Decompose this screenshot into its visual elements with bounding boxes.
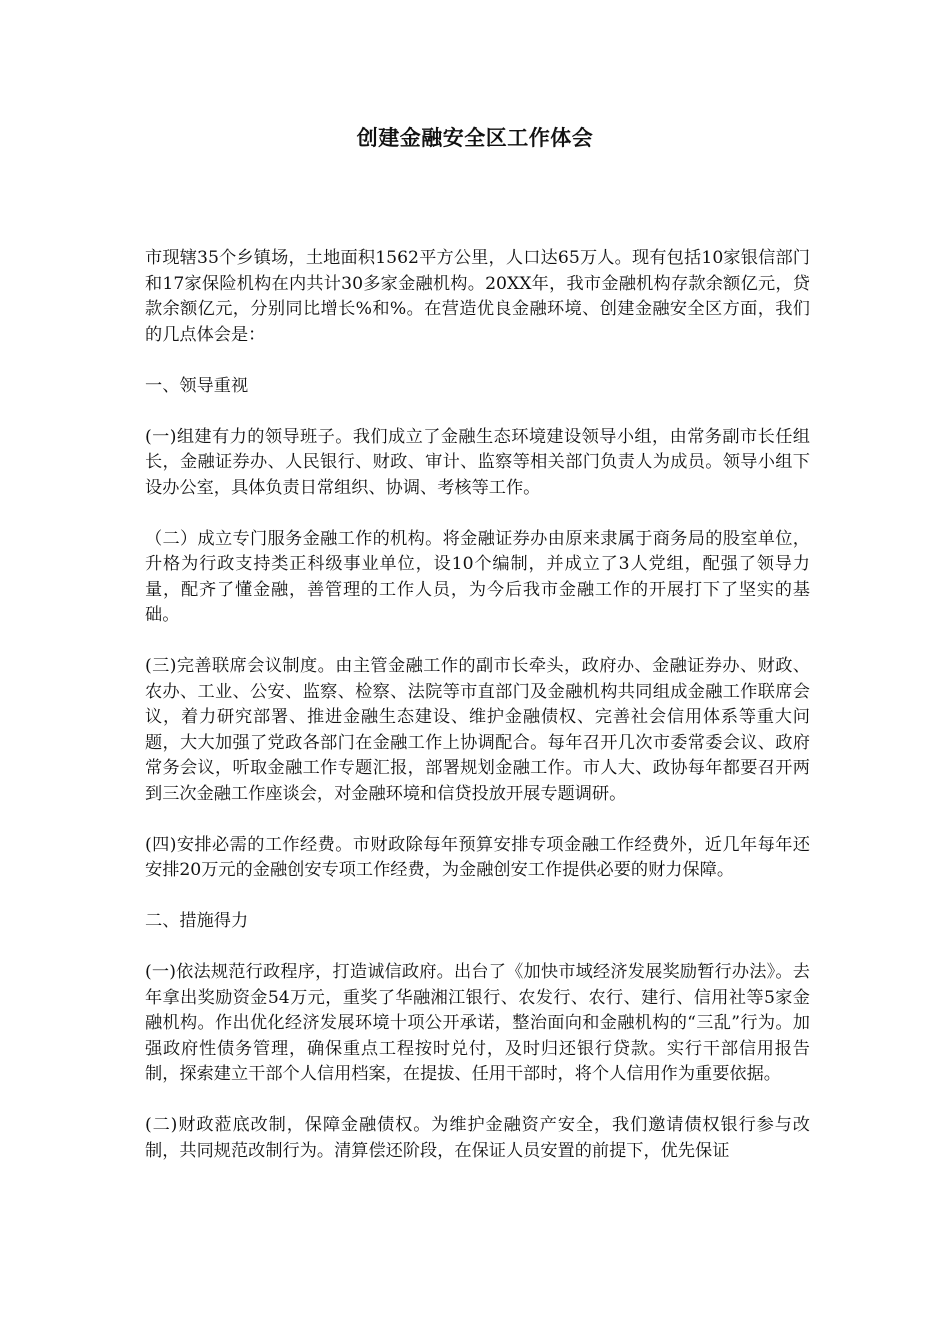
paragraph-financial-rights: (二)财政蒞底改制，保障金融债权。为维护金融资产安全，我们邀请债权银行参与改制，共同规范改制行为。清算偿还阶段，在保证人员安置的前提下，优先保证 bbox=[145, 1115, 810, 1161]
paragraph-dedicated-agency: （二）成立专门服务金融工作的机构。将金融证券办由原来隶属于商务局的股室单位，升格为行政支持类正科级事业单位，设10个编制，并成立了3人党组，配强了领导力量，配齐了懂金融，善管理的工作人员，为今后我市金融工作的开展打下了坚实的基础。 bbox=[145, 528, 810, 625]
section-heading-measures: 二、措施得力 bbox=[145, 911, 249, 931]
document-body bbox=[145, 246, 810, 1190]
paragraph-credit-government: (一)依法规范行政程序，打造诚信政府。出台了《加快市域经济发展奖励暂行办法》。去年拿出奖励资金54万元，重奖了华融湘江银行、农发行、农行、建行、信用社等5家金融机构。作出优化经济发展环境十项公开承诺，整治面向和金融机构的“三乱”行为。加强政府性债务管理，确保重点工程按时兑付，及时归还银行贷款。实行干部信用报告制，探索建立干部个人信用档案，在提拔、任用干部时，将个人信用作为重要依据。 bbox=[145, 962, 810, 1084]
paragraph-funding: (四)安排必需的工作经费。市财政除每年预算安排专项金融工作经费外，近几年每年还安排20万元的金融创安专项工作经费，为金融创安工作提供必要的财力保障。 bbox=[145, 834, 810, 880]
paragraph-leadership-group: (一)组建有力的领导班子。我们成立了金融生态环境建设领导小组，由常务副市长任组长，金融证券办、人民银行、财政、审计、监察等相关部门负责人为成员。领导小组下设办公室，具体负责日常组织、协调、考核等工作。 bbox=[145, 426, 810, 498]
intro-paragraph: 市现辖35个乡镇场，土地面积1562平方公里，人口达65万人。现有包括10家银信部门和17家保险机构在内共计30多家金融机构。20XX年，我市金融机构存款余额亿元，贷款余额亿元，分别同比增长%和%。在营造优良金融环境、创建金融安全区方面，我们的几点体会是： bbox=[145, 248, 810, 345]
section-heading-leadership: 一、领导重视 bbox=[145, 375, 249, 396]
document-title: 创建金融安全区工作体会 bbox=[356, 125, 594, 150]
paragraph-joint-meeting: (三)完善联席会议制度。由主管金融工作的副市长牵头，政府办、金融证券办、财政、农办、工业、公安、监察、检察、法院等市直部门及金融机构共同组成金融工作联席会议，着力研究部署、推进金融生态建设、维护金融债权、完善社会信用体系等重大问题，大大加强了党政各部门在金融工作上协调配合。每年召开几次市委常委会议、政府常务会议，听取金融工作专题汇报，部署规划金融工作。市人大、政协每年都要召开两到三次金融工作座谈会，对金融环境和信贷投放开展专题调研。 bbox=[145, 656, 810, 804]
